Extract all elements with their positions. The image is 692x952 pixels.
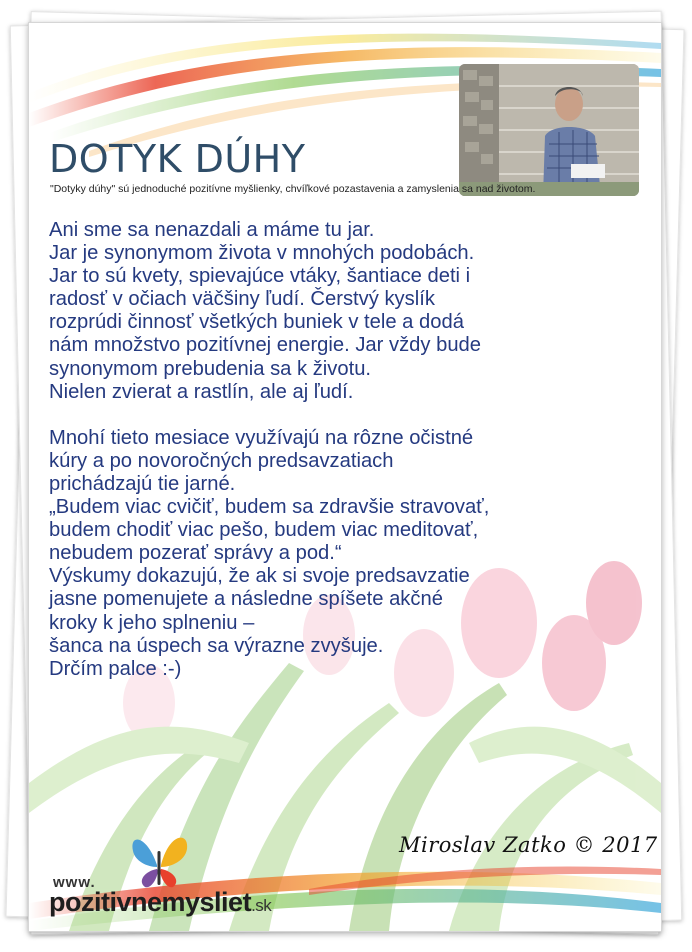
body-line: šanca na úspech sa výrazne zvyšuje.	[49, 634, 384, 657]
body-line: synonymom prebudenia sa k životu.	[49, 357, 372, 380]
site-logo[interactable]	[45, 831, 345, 921]
page-subtitle: "Dotyky dúhy" sú jednoduché pozitívne myšlienky, chvíľkové pozastavenia a zamyslenia sa nad životom.	[50, 183, 536, 195]
body-line: Výskumy dokazujú, že ak si svoje predsavzatie	[49, 565, 470, 588]
body-line: nám množstvo pozitívnej energie. Jar vždy bude	[49, 334, 482, 357]
butterfly-icon	[127, 831, 191, 891]
logo-name: pozitivnemysliet	[49, 887, 252, 917]
body-line: kúry a po novoročných predsavzatiach	[49, 449, 394, 472]
body-line: Drčím palce :-)	[49, 657, 182, 680]
body-line: Nielen zvierat a rastlín, ale aj ľudí.	[49, 380, 354, 403]
author-photo	[459, 64, 639, 196]
body-line: prichádzajú tie jarné.	[49, 472, 236, 495]
body-line: Jar je synonymom života v mnohých podobách.	[49, 242, 475, 265]
body-line: Mnohí tieto mesiace využívajú na rôzne očistné	[49, 426, 474, 449]
logo-tld: .sk	[251, 896, 272, 915]
body-line: Jar to sú kvety, spievajúce vtáky, šantiace deti i	[49, 265, 471, 288]
body-line: rozprúdi činnosť všetkých buniek v tele a dodá	[49, 311, 464, 334]
body-line: jasne pomenujete a následne spíšete akčné	[49, 588, 443, 611]
page-title: DOTYK DÚHY	[49, 137, 306, 181]
body-line: budem chodiť viac pešo, budem viac meditovať,	[49, 519, 479, 542]
author-signature: Miroslav Zatko © 2017	[399, 833, 658, 857]
poster-page	[28, 22, 662, 932]
body-line: „Budem viac cvičiť, budem sa zdravšie stravovať,	[49, 496, 490, 519]
body-line: radosť v očiach väčšiny ľudí. Čerstvý kyslík	[49, 288, 435, 311]
body-line: Ani sme sa nenazdali a máme tu jar.	[49, 219, 375, 241]
body-line: kroky k jeho splneniu –	[49, 611, 255, 634]
logo-wordmark	[49, 887, 271, 918]
article-body	[49, 219, 649, 681]
paragraph-gap	[49, 404, 649, 427]
logo-www: www.	[53, 874, 96, 891]
body-line: nebudem pozerať správy a pod.“	[49, 542, 342, 565]
